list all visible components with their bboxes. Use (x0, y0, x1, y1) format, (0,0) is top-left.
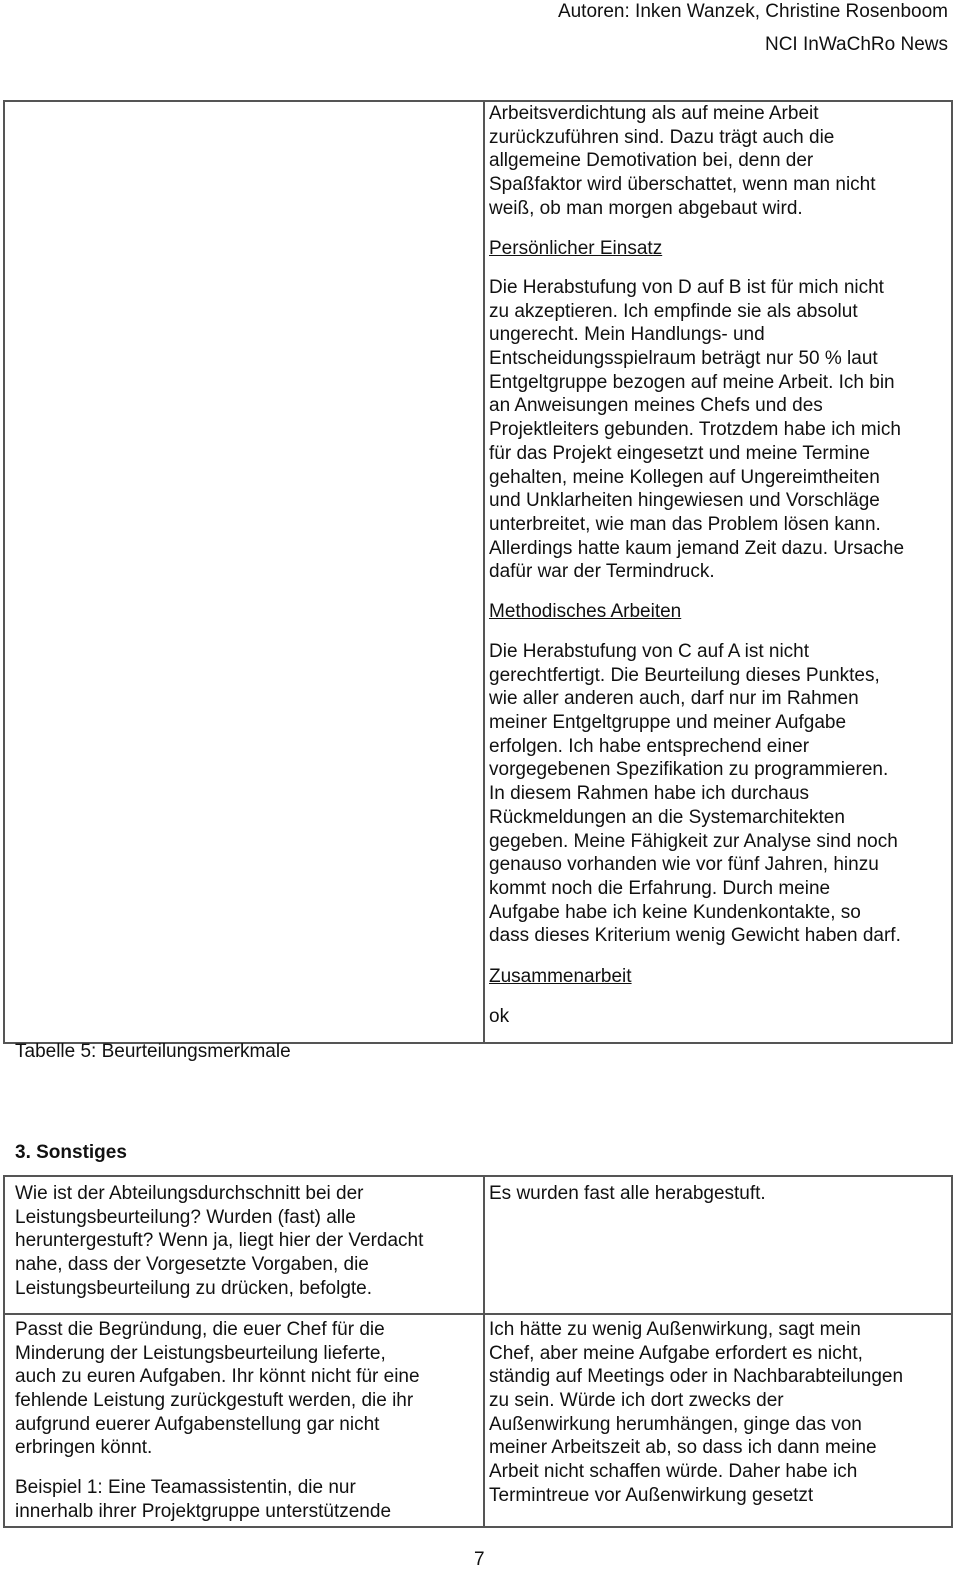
intro-text (489, 102, 876, 220)
table-caption: Tabelle 5: Beurteilungsmerkmale (15, 1041, 291, 1062)
row1-answer (489, 1182, 766, 1206)
text-line: heruntergestuft? Wenn ja, liegt hier der Verdacht (15, 1230, 424, 1252)
text-line: nahe, dass der Vorgesetzte Vorgaben, die (15, 1254, 369, 1276)
text-line: weiß, ob man morgen abgebaut wird. (489, 197, 803, 219)
text-line: Minderung der Leistungsbeurteilung lieferte, (15, 1342, 386, 1364)
text-line: Arbeit nicht schaffen würde. Daher habe ich (489, 1461, 858, 1483)
section-title: 3. Sonstiges (15, 1142, 127, 1163)
text-line: unterbreitet, wie man das Problem lösen kann. (489, 513, 881, 535)
text-line: Termintreue vor Außenwirkung gesetzt (489, 1484, 814, 1506)
text-line: Entscheidungsspielraum beträgt nur 50 % laut (489, 348, 878, 370)
text-line: Außenwirkung herumhängen, ginge das von (489, 1413, 862, 1435)
text-line: zu akzeptieren. Ich empfinde sie als absolut (489, 300, 858, 322)
text-line: auch zu euren Aufgaben. Ihr könnt nicht für eine (15, 1366, 420, 1388)
para-methodisches-arbeiten (489, 640, 901, 948)
text-line: allgemeine Demotivation bei, denn der (489, 150, 814, 172)
text-line: innerhalb ihrer Projektgruppe unterstützende (15, 1500, 392, 1522)
text-line: aufgrund euerer Aufgabenstellung gar nicht (15, 1413, 380, 1435)
text-line: Leistungsbeurteilung zu drücken, befolgte. (15, 1277, 373, 1299)
para-zusammenarbeit: ok (489, 1006, 510, 1027)
text-line: Wie ist der Abteilungsdurchschnitt bei der (15, 1183, 364, 1204)
text-line: für das Projekt eingesetzt und meine Termine (489, 442, 870, 464)
header-authors: Autoren: Inken Wanzek, Christine Rosenboom (557, 1, 948, 22)
text-line: kommt noch die Erfahrung. Durch meine (489, 877, 831, 899)
para-persoenlicher-einsatz (489, 276, 904, 584)
text-line: zu sein. Würde ich dort zwecks der (489, 1390, 784, 1412)
row-divider (5, 1313, 951, 1315)
row2-example (15, 1476, 391, 1523)
text-line: und Unklarheiten hingewiesen und Vorschläge (489, 490, 880, 512)
row1-question (15, 1182, 423, 1300)
text-line: Beispiel 1: Eine Teamassistentin, die nur (15, 1477, 356, 1498)
text-line: erfolgen. Ich habe entsprechend einer (489, 735, 810, 757)
text-line: Die Herabstufung von D auf B ist für mich nicht (489, 277, 884, 298)
header-publication: NCI InWaChRo News (764, 34, 948, 55)
text-line: Aufgabe habe ich keine Kundenkontakte, so (489, 901, 861, 923)
text-line: meiner Entgeltgruppe und meiner Aufgabe (489, 712, 847, 734)
text-line: dafür war der Termindruck. (489, 561, 715, 583)
text-line: Ich hätte zu wenig Außenwirkung, sagt mein (489, 1319, 861, 1340)
text-line: Leistungsbeurteilung? Wurden (fast) alle (15, 1206, 356, 1228)
row2-answer (489, 1318, 903, 1508)
text-line: Projektleiters gebunden. Trotzdem habe ich mich (489, 419, 901, 441)
text-line: zurückzuführen sind. Dazu trägt auch die (489, 126, 835, 148)
text-line: ungerecht. Mein Handlungs- und (489, 324, 765, 346)
text-line: In diesem Rahmen habe ich durchaus (489, 783, 810, 805)
text-line: Arbeitsverdichtung als auf meine Arbeit (489, 103, 819, 124)
text-line: meiner Arbeitszeit ab, so dass ich dann meine (489, 1437, 877, 1459)
text-line: an Anweisungen meines Chefs und des (489, 395, 823, 417)
page-number: 7 (474, 1549, 485, 1570)
text-line: Entgeltgruppe bezogen auf meine Arbeit. Ich bin (489, 371, 895, 393)
column-divider (483, 1177, 485, 1526)
text-line: gerechtfertigt. Die Beurteilung dieses Punktes, (489, 664, 880, 686)
text-line: Die Herabstufung von C auf A ist nicht (489, 641, 810, 662)
text-line: Chef, aber meine Aufgabe erfordert es nicht, (489, 1342, 863, 1364)
text-line: erbringen könnt. (15, 1437, 153, 1459)
text-line: wie aller anderen auch, darf nur im Rahmen (489, 688, 859, 710)
text-line: vorgegebenen Spezifikation zu programmieren. (489, 759, 889, 781)
row2-question (15, 1318, 420, 1460)
text-line: Allerdings hatte kaum jemand Zeit dazu. Ursache (489, 537, 905, 559)
heading-persoenlicher-einsatz: Persönlicher Einsatz (489, 238, 663, 259)
text-line: ständig auf Meetings oder in Nachbarabteilungen (489, 1366, 904, 1388)
text-line: Rückmeldungen an die Systemarchitekten (489, 806, 845, 828)
text-line: fehlende Leistung zurückgestuft werden, die ihr (15, 1390, 414, 1412)
text-line: gehalten, meine Kollegen auf Ungereimtheiten (489, 466, 880, 488)
heading-methodisches-arbeiten: Methodisches Arbeiten (489, 601, 682, 622)
text-line: Spaßfaktor wird überschattet, wenn man nicht (489, 174, 876, 196)
text-line: Es wurden fast alle herabgestuft. (489, 1183, 766, 1204)
heading-zusammenarbeit: Zusammenarbeit (489, 966, 632, 987)
text-line: Passt die Begründung, die euer Chef für die (15, 1319, 385, 1340)
text-line: gegeben. Meine Fähigkeit zur Analyse sind noch (489, 830, 898, 852)
text-line: genauso vorhanden wie vor fünf Jahren, hinzu (489, 854, 879, 876)
text-line: dass dieses Kriterium wenig Gewicht haben darf. (489, 925, 901, 947)
column-divider (483, 102, 485, 1042)
